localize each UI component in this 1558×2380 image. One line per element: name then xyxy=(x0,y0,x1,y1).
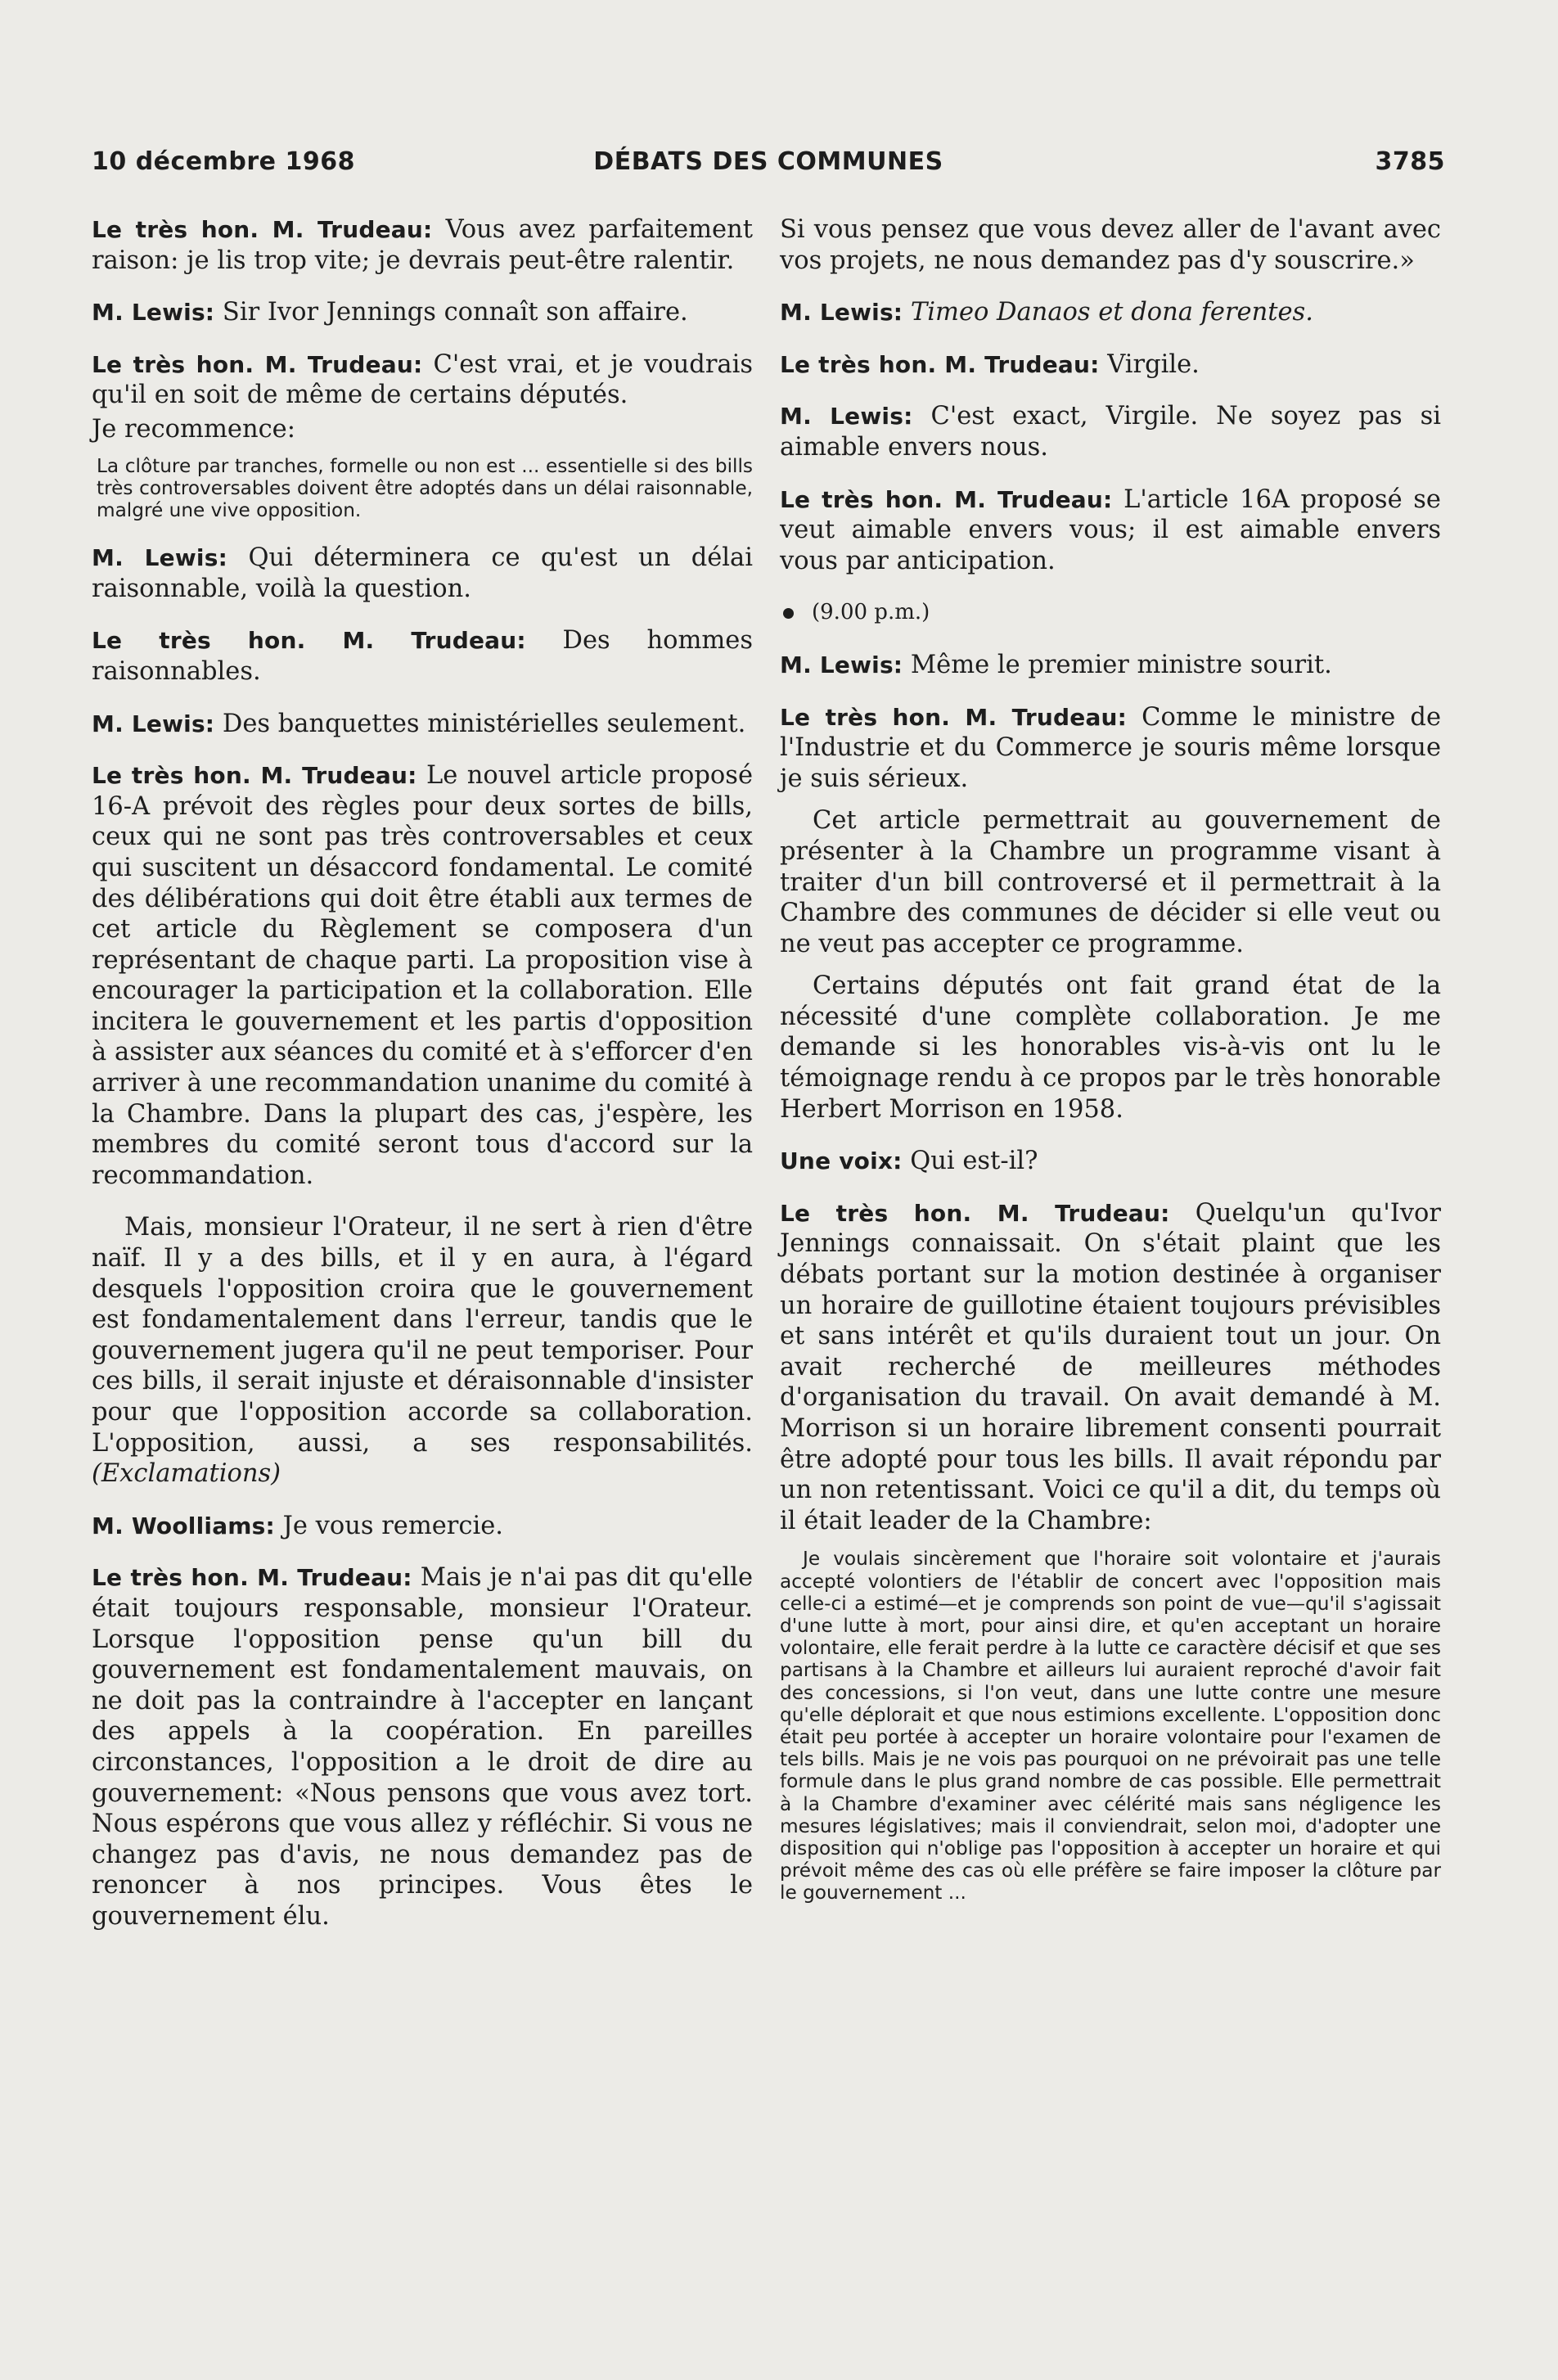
paragraph: Certains députés ont fait grand état de la nécessité d'une complète collaboration. Je me demande si les honorables vis-à-vis ont lu le témoignage rendu à ce propos par le très honorable Herbert Morrison en 1958. xyxy=(780,971,1441,1124)
paragraph xyxy=(92,543,753,604)
speech-text: L'article 16A proposé se veut aimable envers vous; il est aimable envers vous par anticipation. xyxy=(780,485,1441,575)
paragraph xyxy=(92,349,753,411)
speech-text: Des hommes raisonnables. xyxy=(92,626,754,686)
speech-text: Sir Ivor Jennings connaît son affaire. xyxy=(222,298,688,327)
speaker-name: M. Lewis: xyxy=(780,403,913,430)
speech-text: Vous avez parfaitement raison: je lis trop vite; je devrais peut-être ralentir. xyxy=(92,215,753,275)
header-page-number: 3785 xyxy=(1375,147,1445,176)
speaker-name: Le très hon. M. Trudeau: xyxy=(92,350,423,378)
paragraph xyxy=(92,625,753,687)
speaker-name: Le très hon. M. Trudeau: xyxy=(92,1564,412,1592)
paragraph xyxy=(780,650,1441,681)
speech-text: Même le premier ministre sourit. xyxy=(910,650,1332,679)
speaker-name: Le très hon. M. Trudeau: xyxy=(92,627,526,655)
speaker-name: Le très hon. M. Trudeau: xyxy=(92,216,433,243)
speech-text: Le nouvel article proposé 16-A prévoit des règles pour deux sortes de bills, ceux qui ne sont pas très controversables et ceux qui suscitent un désaccord fondamental. Le comité des délibérations qui doit être établi aux termes de cet article du Règlement se composera d'un représentant de chaque parti. La proposition vise à encourager la participation et la collaboration. Elle incitera le gouvernement et les partis d'opposition à assister aux séances du comité et à s'efforcer d'en arriver à une recommandation unanime du comité à la Chambre. Dans la plupart des cas, j'espère, les membres du comité seront tous d'accord sur la recommandation. xyxy=(92,761,753,1190)
speaker-name: M. Lewis: xyxy=(92,710,215,737)
speech-text: Des banquettes ministérielles seulement. xyxy=(222,709,746,738)
page-header xyxy=(92,147,1445,185)
paragraph xyxy=(780,401,1441,462)
header-date: 10 décembre 1968 xyxy=(92,147,355,176)
paragraph xyxy=(92,1212,753,1489)
speech-text: Mais je n'ai pas dit qu'elle était toujours responsable, monsieur l'Orateur. Lorsque l'opposition pense qu'un bill du gouvernement est fondamentalement mauvais, on ne doit pas la contraindre à l'accepter en lançant des appels à la coopération. En pareilles circonstances, l'opposition a le droit de dire au gouvernement: «Nous pensons que vous avez tort. Nous espérons que vous allez y réfléchir. Si vous ne changez pas d'avis, ne nous demandez pas de renoncer à nos principes. Vous êtes le gouvernement élu. xyxy=(92,1563,754,1931)
speaker-name: M. Woolliams: xyxy=(92,1512,275,1539)
paragraph xyxy=(92,214,753,276)
italic-text: Timeo Danaos et dona ferentes. xyxy=(910,298,1313,327)
bullet-icon xyxy=(783,608,794,619)
left-column xyxy=(92,214,753,1954)
speech-text: Qui déterminera ce qu'est un délai raisonnable, voilà la question. xyxy=(92,543,753,603)
paragraph xyxy=(780,1146,1441,1177)
paragraph: Je recommence: xyxy=(92,414,295,444)
header-title: DÉBATS DES COMMUNES xyxy=(593,147,943,176)
paragraph: Si vous pensez que vous devez aller de l'avant avec vos projets, ne nous demandez pas d'y souscrire.» xyxy=(780,215,1441,275)
paragraph xyxy=(92,297,753,328)
paragraph xyxy=(92,1511,753,1542)
speaker-name: Le très hon. M. Trudeau: xyxy=(780,1199,1170,1227)
paragraph xyxy=(92,709,753,740)
speaker-name: M. Lewis: xyxy=(780,651,903,678)
paragraph xyxy=(780,297,1441,328)
speaker-name: Le très hon. M. Trudeau: xyxy=(780,485,1113,513)
speech-text: Je vous remercie. xyxy=(282,1511,503,1540)
speaker-name: M. Lewis: xyxy=(92,544,227,572)
italic-text: (Exclamations) xyxy=(92,1459,281,1489)
paragraph xyxy=(92,760,753,1191)
paragraph xyxy=(92,1562,753,1931)
speaker-name: Le très hon. M. Trudeau: xyxy=(92,762,417,790)
speech-text: Quelqu'un qu'Ivor Jennings connaissait. On s'était plaint que les débats portant sur la motion destinée à organiser un horaire de guillotine étaient toujours prévisibles et sans intérêt et qu'ils duraient tout un jour. On avait recherché de meilleures méthodes d'organisation du travail. On avait demandé à M. Morrison si un horaire librement consenti pourrait être adopté pour tous les bills. Il avait répondu par un non retentissant. Voici ce qu'il a dit, du temps où il était leader de la Chambre: xyxy=(780,1198,1441,1535)
speaker-name: Une voix: xyxy=(780,1147,903,1175)
speech-text: Virgile. xyxy=(1107,349,1200,379)
speaker-name: Le très hon. M. Trudeau: xyxy=(780,703,1128,731)
speaker-name: M. Lewis: xyxy=(92,299,215,327)
paragraph xyxy=(780,702,1441,795)
speech-text: C'est exact, Virgile. Ne soyez pas si aimable envers nous. xyxy=(780,402,1441,462)
speaker-name: M. Lewis: xyxy=(780,299,903,327)
block-quote: Je voulais sincèrement que l'horaire soit volontaire et j'aurais accepté volontiers de l'établir de concert avec l'opposition mais celle-ci a estimé—et je comprends son point de vue—qu'il s'agissait d'une lutte à mort, pour ainsi dire, et qu'en acceptant un horaire volontaire, elle ferait perdre à la lutte ce caractère décisif et que ses partisans à la Chambre et ailleurs lui auraient reproché d'avoir fait des concessions, si l'on veut, dans une lutte contre une mesure qu'elle déplorait et que nous estimions excellente. L'opposition donc était peu portée à accepter un horaire volontaire pour l'examen de tels bills. Mais je ne vois pas pourquoi on ne prévoirait pas une telle formule dans le plus grand nombre de cas possible. Elle permettrait à la Chambre d'examiner avec célérité mais sans négligence les mesures législatives; mais il conviendrait, selon moi, d'adopter une disposition qui n'oblige pas l'opposition à accepter un horaire et qui prévoit même des cas où elle préfère se faire imposer la clôture par le gouvernement ... xyxy=(780,1548,1441,1904)
right-column xyxy=(780,214,1441,1926)
paragraph xyxy=(780,1198,1441,1537)
speaker-name: Le très hon. M. Trudeau: xyxy=(780,350,1100,378)
speech-text: Qui est-il? xyxy=(910,1147,1038,1176)
paragraph xyxy=(780,349,1441,381)
speech-text: Comme le ministre de l'Industrie et du Commerce je souris même lorsque je suis sérieux. xyxy=(780,702,1441,793)
time-marker-text: (9.00 p.m.) xyxy=(812,600,930,625)
speech-text: Mais, monsieur l'Orateur, il ne sert à rien d'être naïf. Il y a des bills, et il y en aura, à l'égard desquels l'opposition croira que le gouvernement est fondamentalement dans l'erreur, tandis que le gouvernement jugera qu'il ne peut temporiser. Pour ces bills, il serait injuste et déraisonnable d'insister pour que l'opposition accorde sa collaboration. L'opposition, aussi, a ses responsabilités. xyxy=(92,1213,753,1458)
block-quote: La clôture par tranches, formelle ou non est ... essentielle si des bills très controversables doivent être adoptés dans un délai raisonnable, malgré une vive opposition. xyxy=(97,454,753,521)
paragraph xyxy=(780,485,1441,577)
paragraph: Cet article permettrait au gouvernement de présenter à la Chambre un programme visant à traiter d'un bill controversé et il permettrait à la Chambre des communes de décider si elle veut ou ne veut pas accepter ce programme. xyxy=(780,806,1441,958)
time-marker xyxy=(780,597,1441,629)
speech-text: C'est vrai, et je voudrais qu'il en soit de même de certains députés. xyxy=(92,349,753,410)
